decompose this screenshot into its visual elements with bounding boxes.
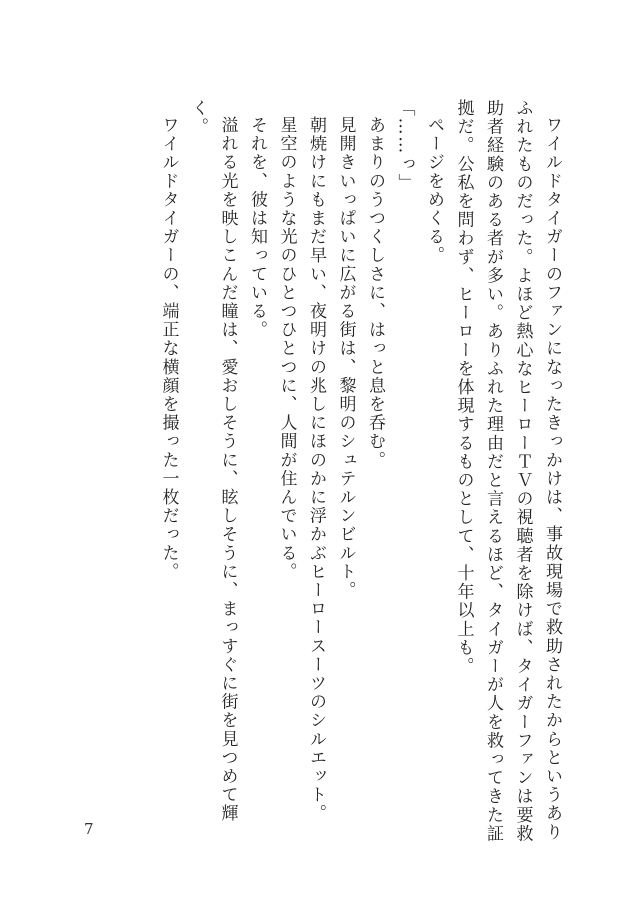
paragraph-9: 溢れる光を映しこんだ瞳は、愛おしそうに、眩しそうに、まっすぐに街を見つめて輝く。: [188, 99, 238, 823]
paragraph-1: ワイルドタイガーのファンになったきっかけは、事故現場で救助されたからというありふれたものだった。よほど熱心なヒーローＴＶの視聴者を除けば、タイガーファンは要救助者経験のある者が多い。ありふれた理由だと言えるほど、タイガーが人を救ってきた証拠だ。公私を問わず、ヒーローを体現するものとして、十年以上も。: [453, 99, 562, 843]
paragraph-5: 見開きいっぱいに広がる街は、黎明のシュテルンビルト。: [335, 116, 356, 600]
paragraph-4: あまりのうつくしさに、はっと息を呑む。: [365, 116, 385, 470]
paragraph-10: ワイルドタイガーの、端正な横顔を撮った一枚だった。: [158, 116, 179, 581]
vertical-text-body: [153, 99, 566, 859]
paragraph-8: それを、彼は知っている。: [247, 116, 267, 340]
paragraph-7: 星空のような光のひとつひとつに、人間が住んでいる。: [276, 116, 297, 581]
page-number: 7: [84, 820, 94, 838]
dialogue-line: 「……っ」: [394, 99, 415, 192]
paragraph-6: 朝焼けにもまだ早い、夜明けの兆しにほのかに浮かぶヒーロースーツのシルエット。: [306, 116, 326, 823]
paragraph-2: ページをめくる。: [424, 116, 444, 265]
